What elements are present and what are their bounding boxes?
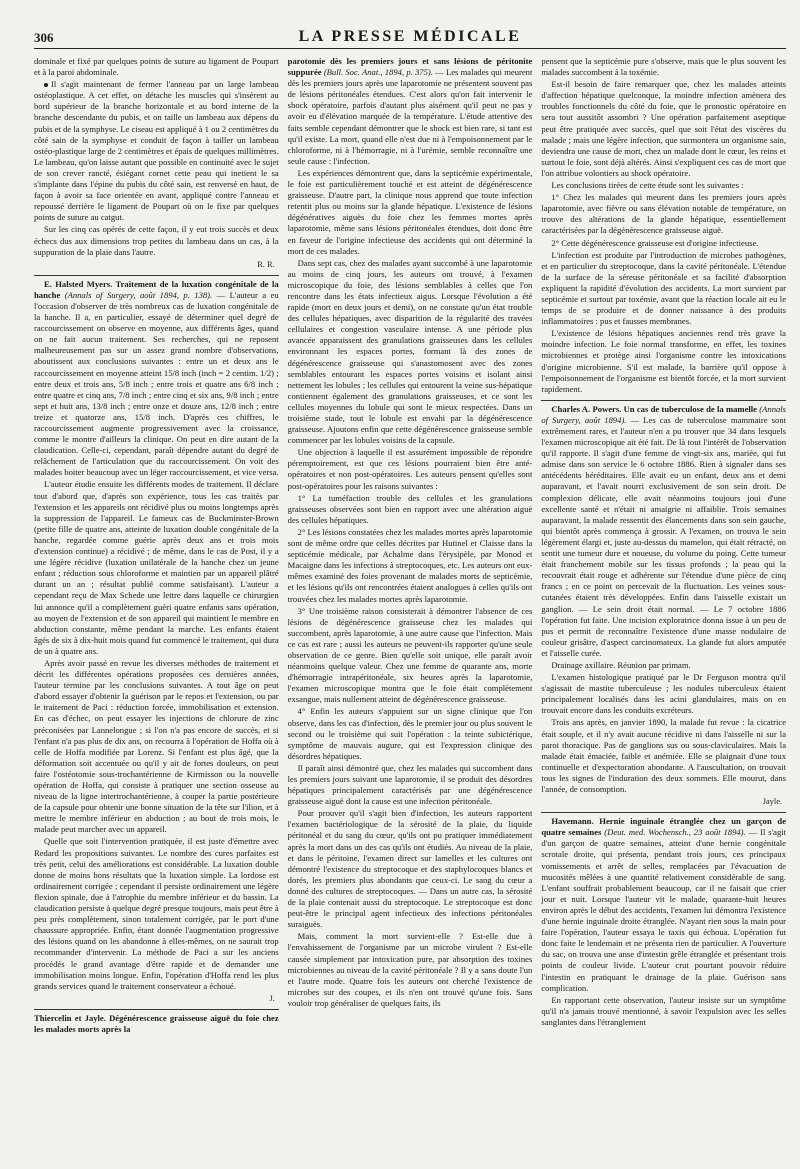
paragraph: Est-il besoin de faire remarquer que, chez les malades atteints d'affection hépatique quelconque, la moindre infection amènera des troubles fonctionnels du côté du foie, que le pronostic opératoire en sera tout aussitôt assombri ? Une opération parfaitement aseptique peut être pratiquée avec succès, quel que soit l'état des viscères du malade ; mais une légère infection, que surmontera un organisme sain, deviendra une cause de mort, chez un malade dont le cœur, les reins et surtout le foie, sont déjà altérés. Ainsi s'expliquent ces cas de mort que l'on attribue volontiers au shock opératoire. <box>541 79 786 178</box>
paragraph: L'examen histologique pratiqué par le Dr Ferguson montra qu'il s'agissait de mastite tuberculeuse ; les nodules tuberculeux étaient principalement localisés dans les acini glandulaires, mais on en trouvait encore dans les conduits excréteurs. <box>541 672 786 716</box>
paragraph: Une objection à laquelle il est assurément impossible de répondre péremptoirement, est que ces lésions pourraient bien être anté-opératoires et non post-opératoires. Les auteurs pensent qu'elles sont post-opératoires pour les raisons suivantes : <box>287 447 533 491</box>
paragraph: Pour prouver qu'il s'agit bien d'infection, les auteurs rapportent l'examen bactériologique de la sérosité de la plaie, du liquide péritonéal et du sang du cœur, qu'ils ont pu pratiquer immédiatement après la mort dans un des cas qu'ils ont étudiés. Au niveau de la plaie, et dans le péritoine, l'examen direct sur lamelles et les cultures ont démontré l'existence du streptocoque et des staphylocoques blancs et dorés, les premiers plus abondants que ceux-ci. Le sang du cœur a donné des cultures de streptocoques. — Dans un autre cas, la sérosité de la plaie contenait aussi du streptocoque. Le streptocoque est donc peut-être le principal agent infectieux des infections péritonéales suraiguës. <box>287 808 533 930</box>
divider <box>34 1009 279 1010</box>
column-middle <box>288 56 533 1160</box>
divider <box>541 400 786 401</box>
paragraph: 3° Une troisième raison consisterait à démontrer l'absence de ces lésions de dégénérescence graisseuse chez les malades qui succombent, après laparotomie, à une autre cause que l'infection. Mais ce cas est rare ; aussi les auteurs ne peuvent-ils rapporter qu'une seule observation de ce genre. Bien qu'elle soit unique, elle paraît avoir néanmoins quelque valeur. Chez une femme de quarante ans, morte d'hémorragie intrapéritonéale, six heures après la laparotomie, l'examen microscopique montra que le foie était complètement exsangue, mais nullement atteint de dégénérescence graisseuse. <box>287 605 533 705</box>
paragraph: 2° Cette dégénérescence graisseuse est d'origine infectieuse. <box>551 237 759 248</box>
article-source: (Annals of Surgery, août 1894, p. 138). <box>64 289 213 300</box>
paragraph: dominale et fixé par quelques points de suture au ligament de Poupart et à la paroi abdominale. <box>34 56 279 78</box>
article-heading: Thiercelin et Jayle. Dégénérescence graisseuse aiguë du foie chez les malades morts après la <box>34 1012 279 1034</box>
article-paragraph <box>541 816 786 994</box>
paragraph: Les conclusions tirées de cette étude sont les suivantes : <box>551 180 744 191</box>
paragraph: 4° Enfin les auteurs s'appuient sur un signe clinique que l'on observe, dans les cas d'infection, dès le premier jour ou plus souvent le second ou le troisième qui suit l'opération : la teinte subictérique, symptôme de mauvais augure, qui est l'expression clinique des désordres hépatiques. <box>287 706 533 761</box>
article-paragraph <box>34 279 279 479</box>
divider <box>541 812 786 813</box>
paragraph-text: Il s'agit maintenant de fermer l'anneau par un large lambeau ostéoplastique. A cet effet, on détache les muscles qui s'insèrent au bord supérieur de la branche horizontale et au bord interne de la branche descendante du pubis, et on taille un lambeau aux dépens du pubis et de la symphyse. Le ciseau est appliqué à 1 ou 2 centimètres du côté sain de la symphyse et conduit de façon à tailler un lambeau ostéo-plastique large de 2 centimètres et épais de quelques millimètres. Le lambeau, qu'on laisse autant que possible en continuité avec le sujet de son crever rancté, ésiégant cornet cette peau qui inetient le sa s'implante dans l'épine du pubis du côté sain, est renversé en haut, de façon à avoir sa face orientée en avant, appliqué contre l'anneau et repoussé derrière le ligament de Poupart où on le fixe par quelques points de suture au catgut. <box>34 79 279 223</box>
paragraph: pensent que la septicémie pure s'observe, mais que le plus souvent les malades succombent à la toxémie. <box>541 56 786 78</box>
paragraph: L'existence de lésions hépatiques anciennes rend très grave la moindre infection. Le foie normal transforme, en effet, les toxines microbiennes et protège ainsi l'organisme contre les intoxications d'origine microbienne. S'il est malade, la barrière qu'il oppose à l'empoisonnement de l'organisme est bientôt forcée, et la mort survient rapidement. <box>541 328 786 394</box>
paragraph: Drainage axillaire. Réunion par primam. <box>551 659 691 670</box>
paragraph: Les expériences démontrent que, dans la septicémie expérimentale, le foie est particulièrement touché et est atteint de dégénérescence graisseuse. D'autre part, la clinique nous apprend que toute infection retentit plus ou moins sur la glande hépatique. L'existence de lésions dégénératives aiguës du foie chez les femmes mortes après laparotomie, même sans lésions péritonéales étendues, doit donc être en faveur de l'origine infectieuse des accidents qui ont déterminé la mort de ces malades. <box>287 167 533 256</box>
article-source: (Deut. med. Wochensch., 23 août 1894). <box>604 827 746 838</box>
paragraph: Dans sept cas, chez des malades ayant succombé à une laparotomie au moins de cinq jours, les auteurs ont trouvé, à l'examen microscopique du foie, des lésions semblables à celles que l'on rencontre dans les états infectieux aigus. Lorsque l'évolution a été rapide (mort en deux jours et demi), on ne constate qu'un état trouble des cellules hépatiques, avec disparition de la régularité des travées cellulaires et congestion vasculaire intense. A une période plus avancée apparaissent des granulations graisseuses dans les cellules environnant les espaces portes, formant là des zones de dégénérescence graisseuse qui s'anastomosent avec des zones semblables entourant les espaces portes voisins et isolant ainsi nettement les lobules ; les cellules qui entourent la veine sus-hépatique contiennent également des granulations graisseuses, et ce sont les cellules moyennes du lobule qui sont le mieux respectées. Dans un troisième stade, tout le lobule est envahi par la dégénérescence graisseuse. Ajoutons enfin que cette dégénérescence graisseuse semble commencer par les lobules voisins de la capsule. <box>287 257 533 446</box>
column-left <box>34 56 279 1160</box>
article-text: — Les malades qui meurent dès les premiers jours après une laparotomie ne présentent souvent pas de lésions péritonéales étendues. C'est alors qu'on fait intervenir le shock opératoire, parfois d'autant plus aisément qu'il peut ne pas y avoir eu d'élévation marquée de la température. L'étude attentive des faits semble cependant démontrer que le shock est bien rare, si tant est qu'il existe. La mort, quand elle n'est due ni à l'empoisonnement par le chloroforme, ni à l'hémorragie, ni à l'urémie, semble reconnaître une seule cause : l'infection. <box>287 67 533 166</box>
signature: R. R. <box>257 259 275 269</box>
journal-title: LA PRESSE MÉDICALE <box>298 28 522 45</box>
paragraph: Il paraît ainsi démontré que, chez les malades qui succombent dans les premiers jours suivant une laparotomie, il se produit des désordres hépatiques principalement caractérisés par une dégénérescence graisseuse aiguë dont la cause est une infection péritonéale. <box>287 762 533 807</box>
paragraph: 2° Les lésions constatées chez les malades mortes après laparotomie sont de même ordre que celles décrites par Hutinel et Claisse dans la septicémie médicale, par Achalme dans l'érysipèle, par Monod et Macaigne dans les infections à streptocoques, etc. Les auteurs ont eux-mêmes examiné des foies provenant de malades morts de septicémie, et les lésions qu'ils ont rencontrées étaient analogues à celles qu'ils ont trouvées chez les malades mortes après laparotomie. <box>287 526 533 604</box>
paragraph: L'auteur étudie ensuite les différents modes de traitement. Il déclare tout d'abord que, d'après son expérience, tous les cas traités par l'extension et les appareils ont récidivé plus ou moins longtemps après la suppression de l'appareil. Le fameux cas de Buckminster-Brown (petite fille de quatre ans, atteinte de luxation double congénitale de la hanche, regardée comme guérie après deux ans et trois mois d'extension continue) a récidivé ; de même, dans le cas de Post, il y a une légère récidive (luxation unilatérale de la hanche chez un jeune enfant ; réduction sous chloroforme et maintien par un appareil plâtré durant un an ; résultat publié comme satisfaisant). L'auteur a cependant reçu de Max Schede une lettre dans laquelle ce chirurgien lui annonce qu'il a complètement guéri quatre enfants sans opération, au moyen de l'extension et de son appareil qui maintient le membre en abduction constante, même pendant la marche. Les enfants étaient âgés de six à dix-huit mois quand fut commencé le traitement, qui dura de un à quatre ans. <box>34 479 279 656</box>
article-text: — Il s'agit d'un garçon de quatre semaines, atteint d'une hernie congénitale scrotale droite, qui présenta, pendant trois jours, ces principaux vomissements et arrêt de selles, remplacées par l'évacuation de mucosités mêlées à une quantité relativement considérable de sang. L'enfant souffrait probablement beaucoup, car il ne faisait que crier jour et nuit. Lorsque l'auteur vit le malade, quarante-huit heures environ après le début des accidents, l'examen lui démontra l'existence d'une hernie inguinale droite étranglée. N'ayant rien sous la main pour faire l'opération, l'auteur essaya le taxis qui échoua. L'opération fut donc faite le lendemain et ne présenta rien de particulier. A l'ouverture du sac, on trouva une anse d'intestin grêle étranglée et présentant trois points de couleur livide. L'auteur crut pourtant pouvoir réduire l'intestin en pratiquant le drainage de la plaie. Guérison sans complication. <box>541 827 786 993</box>
article-heading: Charles A. Powers. Un cas de tuberculose de la mamelle <box>551 403 757 414</box>
page-number: 306 <box>34 30 54 45</box>
bullet-icon <box>44 83 48 87</box>
article-paragraph <box>541 404 786 659</box>
article-source: (Annals of Surgery, août 1894). <box>541 403 786 425</box>
article-heading-continued: parotomie dès les premiers jours et sans lésions de péritonite suppurée <box>287 56 533 78</box>
article-paragraph <box>288 56 533 167</box>
article-heading: Havemann. Hernie inguinale étranglée chez un garçon de quatre semaines <box>541 816 786 838</box>
article-text: — L'auteur a eu l'occasion d'observer de très nombreux cas de luxation congénitale de la hanche. Il a, en particulier, essayé de déterminer quel degré de raccourcissement on observe en moyenne, aux différents âges, quand on ne fait aucun traitement. Ses recherches, qui ne reposent malheureusement pas sur un assez grand nombre d'observations, aboutissent aux conclusions suivantes : entre un et deux ans le raccourcissement en moyenne atteint 15/8 inch (inch = 2 centim. 1/2) ; entre deux et trois ans, 5/8 inch ; entre trois et quatre ans 6/8 inch ; entre quatre et cinq ans, 7/8 inch ; entre cinq et six ans, 9/8 inch ; entre sept et huit ans, 13/8 inch ; entre onze et douze ans, 12/8 inch ; entre treize et quatorze ans, 15/8 inch. D'après ces chiffres, le raccourcissement augmente progressivement avec la croissance, comme le montre d'ailleurs la clinique. On peut en dire autant de la claudication. Celle-ci, cependant, paraît dépendre autant du degré de relâchement de l'articulation que du raccourcissement. On voit des malades boiter beaucoup avec un léger raccourcissement, et vice versa. <box>34 289 279 478</box>
article-source: (Bull. Soc. Anat., 1894, p. 375). <box>323 67 433 78</box>
paragraph: En rapportant cette observation, l'auteur insiste sur un symptôme qu'il n'a jamais trouvé mentionné, à savoir l'expulsion avec les selles sanglantes dans l'étranglement <box>541 994 786 1027</box>
signature: Jayle. <box>762 797 783 807</box>
article-paragraph <box>34 1013 279 1035</box>
column-right <box>541 56 786 1160</box>
paragraph: Quelle que soit l'intervention pratiquée, il est juste d'émettre avec Redard les propositions suivantes. Le nombre des cures parfaites est très petit, celui des améliorations est considérable. La luxation double donne de moins bons résultats que la luxation simple. La lordose est ordinairement corrigée ; cependant il persiste ordinairement une légère flexion spinale, due à l'atrophie du membre inférieur et du bassin. La claudication persiste à quelque degré presque toujours, mais peut être à peu près complètement, sinon totalement corrigée, par le port d'une chaussure appropriée. Enfin, étant donnée l'augmentation progressive des lésions quand on les abandonne à elles-mêmes, on ne saurait trop recommander d'intervenir. La méthode de Paci a sur les anciens procédés le grand avantage d'être rapide et de demander une immobilisation moins longue. Enfin, l'opération d'Hoffa rend les plus grands services quand le traitement conservateur a échoué. <box>34 836 279 991</box>
paragraph: Après avoir passé en revue les diverses méthodes de traitement et décrit les différentes opérations proposées ces dernières années, l'auteur termine par les conclusions suivantes. A tout âge on peut d'abord essayer d'obtenir la guérison par le repos et l'extension, ou par le traitement de Paci : réduction forcée, immobilisation et extension. En cas d'échec, on peut essayer les injections de chlorure de zinc préconisées par Lannelongue ; si l'on n'a pas encore de succès, et si l'enfant n'a pas plus de dix ans, on recourra à l'opération de Hoffa où à celle de Hoffa modifiée par Lorenz. Si l'enfant est plus âgé, que la déformation soit accentuée ou qu'il y ait de fortes douleurs, on peut faire l'ostéotomie sous-trochantérienne de Kirmisson ou la nouvelle opération de Hoffa, qui consiste à pratiquer une section osseuse au niveau de la ligne intertrochantérienne, à couper la partie postérieure de la capsule pour obtenir une bonne situation de la tête sur l'ilion, et à mettre le membre inférieur en abduction ; au bout de trois mois, le malade peut marcher avec un appareil. <box>34 657 279 835</box>
article-heading: E. Halsted Myers. Traitement de la luxation congénitale de la hanche <box>34 278 279 300</box>
divider <box>34 275 279 276</box>
page-header <box>34 26 786 49</box>
paragraph: Trois ans après, en janvier 1890, la malade fut revue : la cicatrice était souple, et il n'y avait aucune récidive ni dans l'aisselle ni sur la paroi thoracique. Pas de ganglions sus ou sous-claviculaires. Mais la malade était émaciée, faible et anémiée. Elle se plaignait d'une toux continuelle et d'expectoration abondante. A l'auscultation, on trouvait tous les signes de l'induration des deux sommets. Elle mourut, dans l'année, de consomption. <box>541 717 786 794</box>
article-text: — Les cas de tuberculose mammaire sont extrêmement rares, et l'auteur n'en a pu trouver que 34 dans lesquels l'examen microscopique ait été fait. De là tout l'intérêt de l'observation qu'il rapporte. Il s'agit d'une femme de vingt-six ans, mariée, qui fut admise dans son service le 6 octobre 1886. Rien à signaler dans ses antécédents héréditaires. Elle avait eu un enfant, deux ans et demi auparavant, et l'avait nourri exclusivement de son sein droit. De complexion délicate, elle avait néanmoins toujours joui d'une excellente santé et n'était ni amaigrie ni affaiblie. Trois semaines auparavant, la malade ressentit des élancements dans son sein gauche, qui bientôt après commença à grossir. A l'examen, on trouva le sein légèrement élargi et, juste au-dessus du mamelon, qui était rétracté, on sentit une tumeur dure et noueuse, du volume du poing. Cette tumeur était franchement mobile sur les tissus profonds ; la peau qui la recouvrait était rouge et adhérente sur l'étendue d'une pièce de cinq francs ; en ce point on percevait de la fluctuation. Les veines sous-cutanées étaient très développées. Enfin dans l'aisselle existait un ganglion. — Le sein droit était normal. — Le 7 octobre 1886 l'opération fut faite. Une incision exploratrice donna issue à un peu de pus et permit de reconnaître l'existence d'une masse nodulaire de couleur grisâtre, d'aspect carcinomateux. La glande fut alors amputée et l'aisselle curée. <box>541 414 786 658</box>
paragraph <box>34 79 279 223</box>
paragraph: Mais, comment la mort survient-elle ? Est-elle due à l'envahissement de l'organisme par un microbe virulent ? Est-elle causée simplement par intoxication pure, par absorption des toxines microbiennes au niveau de la cavité péritonéale ? Il y a sans doute l'un et l'autre mode. Quatre fois les auteurs ont cherché l'existence de microbes sur des coupes, et ils n'en ont trouvé qu'une fois. Sans vouloir trop généraliser de quelques faits, ils <box>287 931 533 1008</box>
paragraph: 1° Chez les malades qui meurent dans les premiers jours après laparotomie, avec fièvre ou sans élévation notable de température, on trouve des altérations de la glande hépatique, essentiellement caractérisées par la dégénérescence graisseuse aiguë. <box>541 192 786 236</box>
signature: J. <box>269 993 275 1003</box>
text-columns <box>34 56 786 1160</box>
paragraph: 1° La tuméfaction trouble des cellules et les granulations graisseuses observées sont bien en rapport avec une altération aiguë des cellules hépatiques. <box>287 492 533 525</box>
paragraph: Sur les cinq cas opérés de cette façon, il y eut trois succès et deux échecs dus aux dimensions trop petites du lambeau dans un cas, à la suppuration de la plaie dans l'autre. <box>34 224 279 257</box>
paragraph: L'infection est produite par l'introduction de microbes pathogènes, et en particulier du streptocoque, dans la cavité péritonéale. L'étendue de la surface de la séreuse péritonéale et sa facilité d'absorption expliquent la rapidité d'évolution des accidents. La mort survient par septicémie et surtout par toxémie, avant que la réaction locale ait eu le temps de se produire et de donner naissance à des produits inflammatoires : pus et fausses membranes. <box>541 249 786 327</box>
